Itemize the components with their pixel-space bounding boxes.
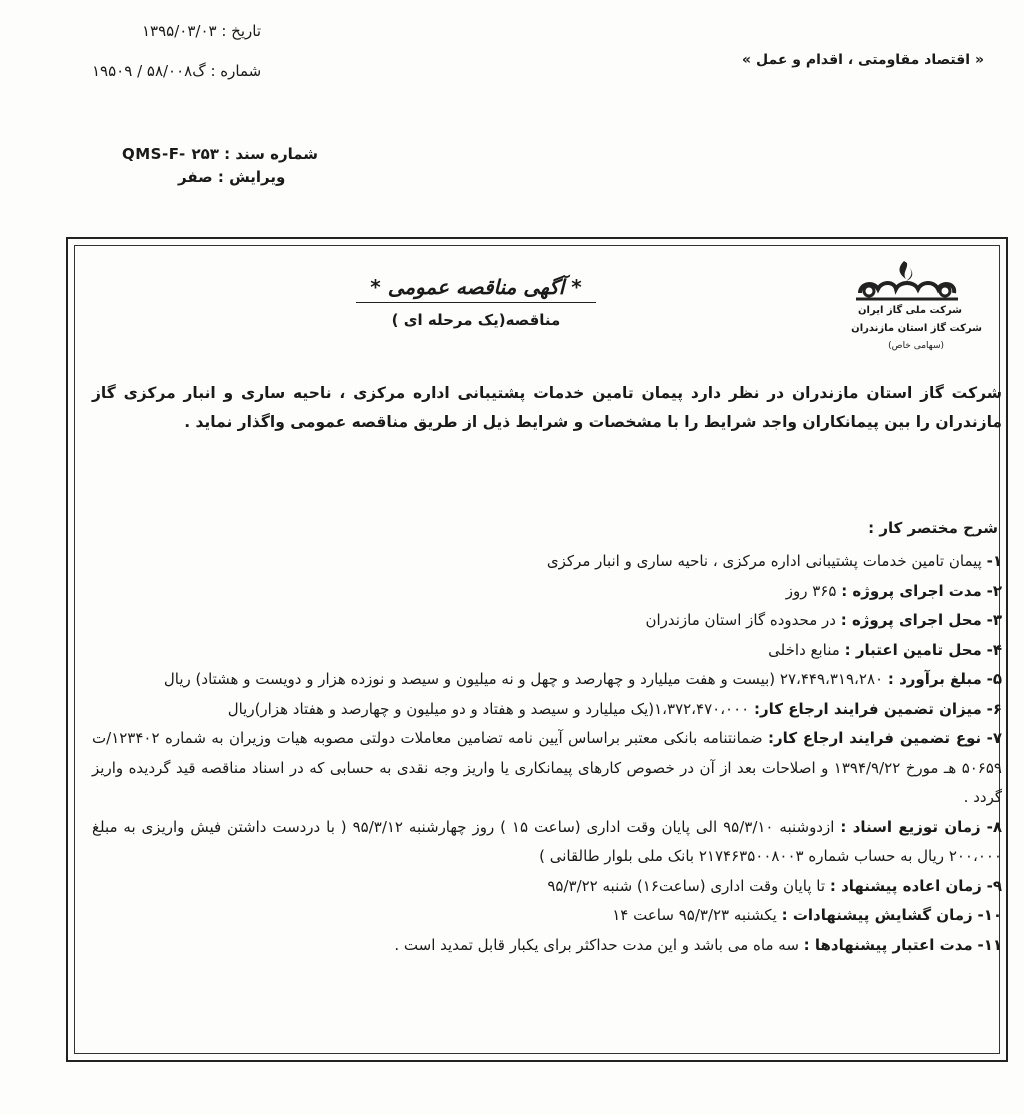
list-item bbox=[92, 577, 1002, 607]
logo-line-2: شرکت گاز استان مازندران bbox=[851, 323, 982, 334]
item-number: ۸- bbox=[986, 817, 1003, 836]
date-value: ۱۳۹۵/۰۳/۰۳ bbox=[142, 22, 217, 40]
item-text: ۱،۳۷۲،۴۷۰،۰۰۰(یک میلیارد و سیصد و هفتاد و دو میلیون و چهارصد و هفتاد هزار)ریال bbox=[227, 699, 750, 718]
slogan: « اقتصاد مقاومتی ، اقدام و عمل » bbox=[742, 52, 984, 68]
list-item bbox=[92, 695, 1002, 725]
date-line bbox=[142, 22, 261, 40]
number-line bbox=[92, 62, 261, 80]
logo-line-1: شرکت ملی گاز ایران bbox=[858, 305, 962, 316]
item-text: ۲۷،۴۴۹،۳۱۹،۲۸۰ (بیست و هفت میلیارد و چهارصد و چهل و نه میلیون و سیصد و نوزده هزار و دویست و هشتاد) ریال bbox=[163, 670, 884, 688]
item-label: نوع تضمین فرایند ارجاع کار: bbox=[768, 729, 982, 747]
item-text: ضمانتنامه بانکی معتبر براساس آیین نامه تضامین معاملات دولتی مصوبه هیات وزیران به شماره ۱۲۳۴۰۲/ت ۵۰۶۵۹ هـ مورخ ۱۳۹۴/۹/۲۲ و اصلاحات بعد از آن در خصوص کارهای پیمانکاری یا واریز وجه نقدی به حسابی که در اسناد مناقصه قید گردیده واریز گردد . bbox=[92, 729, 1002, 806]
revision-line bbox=[178, 168, 285, 186]
doc-number-value: QMS-F- ۲۵۳ bbox=[122, 145, 219, 163]
item-label: محل تامین اعتبار : bbox=[844, 640, 982, 659]
item-label: زمان توزیع اسناد : bbox=[840, 817, 981, 836]
item-label: زمان اعاده پیشنهاد : bbox=[829, 876, 982, 895]
item-text: در محدوده گاز استان مازندران bbox=[645, 611, 836, 629]
list-item bbox=[92, 931, 1002, 961]
notice-frame bbox=[66, 237, 1008, 1062]
item-number: ۳- bbox=[986, 611, 1002, 629]
list-item bbox=[92, 724, 1002, 813]
number-label: شماره : bbox=[210, 62, 262, 80]
revision-label: ویرایش : bbox=[217, 168, 286, 186]
item-number: ۲- bbox=[986, 581, 1002, 600]
item-label: محل اجرای پروژه : bbox=[840, 611, 982, 629]
notice-subtitle: مناقصه(یک مرحله ای ) bbox=[391, 311, 561, 329]
item-number: ۵- bbox=[986, 670, 1002, 688]
item-label: زمان گشایش پیشنهادات : bbox=[781, 906, 973, 924]
list-item bbox=[92, 813, 1002, 872]
logo-line-3: (سهامی خاص) bbox=[888, 341, 944, 351]
item-text: ۳۶۵ روز bbox=[785, 581, 837, 600]
item-label: مدت اعتبار پیشنهادها : bbox=[803, 935, 973, 954]
work-items-list bbox=[92, 547, 1002, 960]
item-number: ۷- bbox=[986, 729, 1003, 747]
item-text: ازدوشنبه ۹۵/۳/۱۰ الی پایان وقت اداری (ساعت ۱۵ ) روز چهارشنبه ۹۵/۳/۱۲ ( با دردست داشتن فیش واریزی به مبلغ ۲۰۰،۰۰۰ ریال به حساب شماره ۲۱۷۴۶۳۵۰۰۸۰۰۳ بانک ملی بلوار طالقانی ) bbox=[92, 817, 1002, 865]
item-number: ۱۱- bbox=[977, 935, 1002, 954]
item-label: مبلغ برآورد : bbox=[887, 670, 982, 688]
item-number: ۶- bbox=[986, 699, 1002, 718]
title-underline bbox=[356, 302, 596, 303]
notice-title: * آگهی مناقصه عمومی * bbox=[370, 275, 582, 299]
item-text: یکشنبه ۹۵/۳/۲۳ ساعت ۱۴ bbox=[612, 906, 777, 924]
description-title: شرح مختصر کار : bbox=[868, 519, 998, 537]
revision-value: صفر bbox=[178, 168, 213, 186]
item-number: ۹- bbox=[986, 876, 1002, 895]
item-text: پیمان تامین خدمات پشتیبانی اداره مرکزی ، ناحیه ساری و انبار مرکزی bbox=[546, 552, 982, 570]
item-number: ۱۰- bbox=[977, 906, 1002, 924]
gas-flame-logo-icon bbox=[852, 259, 962, 303]
doc-number-line bbox=[122, 145, 318, 163]
list-item bbox=[92, 547, 1002, 577]
intro-paragraph: شرکت گاز استان مازندران در نظر دارد پیمان تامین خدمات پشتیبانی اداره مرکزی ، ناحیه ساری و انبار مرکزی گاز مازندران را بین پیمانکاران واجد شرایط را با مشخصات و شرایط ذیل از طریق مناقصه عمومی واگذار نماید . bbox=[92, 384, 1002, 431]
doc-number-label: شماره سند : bbox=[224, 145, 319, 163]
list-item bbox=[92, 606, 1002, 636]
item-number: ۱- bbox=[986, 552, 1002, 570]
item-number: ۴- bbox=[986, 640, 1002, 659]
item-text: تا پایان وقت اداری (ساعت۱۶) شنبه ۹۵/۳/۲۲ bbox=[547, 876, 826, 895]
item-label: میزان تضمین فرایند ارجاع کار: bbox=[753, 699, 982, 718]
company-logo bbox=[842, 259, 982, 369]
list-item bbox=[92, 665, 1002, 695]
item-label: مدت اجرای پروژه : bbox=[841, 581, 982, 600]
notice-title-box bbox=[326, 269, 626, 305]
number-value: گ۵۸/۰۰۸ / ۱۹۵۰۹ bbox=[92, 62, 206, 80]
list-item bbox=[92, 872, 1002, 902]
list-item bbox=[92, 901, 1002, 931]
item-text: منابع داخلی bbox=[768, 640, 840, 659]
date-label: تاریخ : bbox=[221, 22, 262, 40]
item-text: سه ماه می باشد و این مدت حداکثر برای یکبار قابل تمدید است . bbox=[394, 935, 799, 954]
list-item bbox=[92, 636, 1002, 666]
